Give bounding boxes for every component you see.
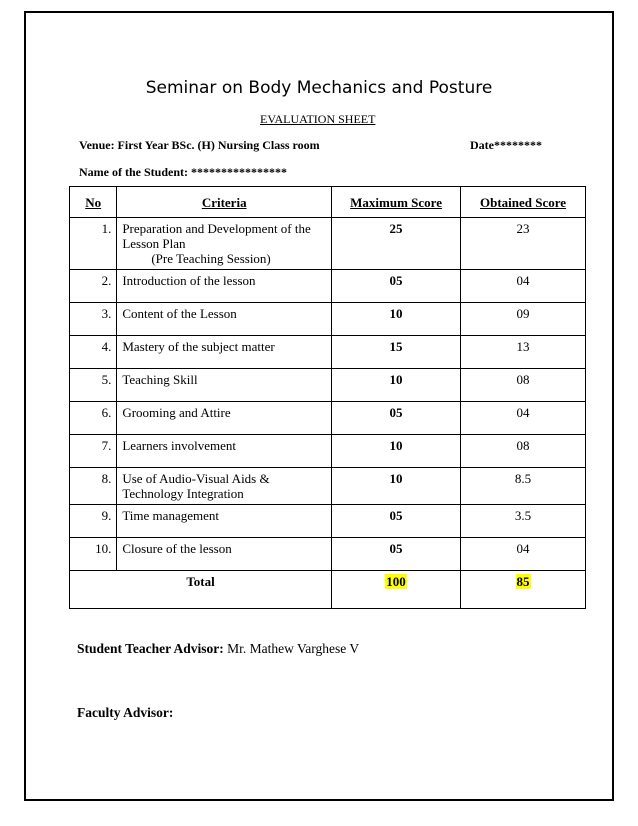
total-obtained-score <box>461 571 586 609</box>
row-criteria: Grooming and Attire <box>117 402 332 435</box>
table-row <box>70 505 586 538</box>
row-criteria: Use of Audio-Visual Aids & Technology Integration <box>117 468 332 505</box>
table-row <box>70 303 586 336</box>
header-no: No <box>70 187 117 218</box>
row-criteria: Mastery of the subject matter <box>117 336 332 369</box>
table-row <box>70 336 586 369</box>
row-max-score: 05 <box>332 402 461 435</box>
row-obtained-score: 13 <box>461 336 586 369</box>
total-row <box>70 571 586 609</box>
document-title: Seminar on Body Mechanics and Posture <box>145 78 493 98</box>
advisor-label: Student Teacher Advisor: <box>77 641 224 656</box>
date-line: Date******** <box>470 138 542 152</box>
total-label: Total <box>70 571 332 609</box>
row-max-score: 05 <box>332 270 461 303</box>
header-obtained-score: Obtained Score <box>461 187 586 218</box>
table-row <box>70 270 586 303</box>
table-row <box>70 435 586 468</box>
row-max-score: 10 <box>332 369 461 402</box>
table-row <box>70 369 586 402</box>
table-row <box>70 538 586 571</box>
row-max-score: 05 <box>332 538 461 571</box>
row-criteria: Introduction of the lesson <box>117 270 332 303</box>
document-subtitle: EVALUATION SHEET <box>260 112 376 126</box>
faculty-advisor-label: Faculty Advisor: <box>77 705 174 720</box>
table-row <box>70 402 586 435</box>
total-obtained-value: 85 <box>516 574 530 589</box>
row-criteria: Content of the Lesson <box>117 303 332 336</box>
row-max-score: 10 <box>332 303 461 336</box>
row-number: 9. <box>70 505 117 538</box>
table-row <box>70 218 586 270</box>
header-maximum-score: Maximum Score <box>332 187 461 218</box>
row-obtained-score: 23 <box>461 218 586 270</box>
row-criteria: Closure of the lesson <box>117 538 332 571</box>
row-max-score: 05 <box>332 505 461 538</box>
advisor-name: Mr. Mathew Varghese V <box>223 641 360 656</box>
row-obtained-score: 08 <box>461 435 586 468</box>
row-number: 3. <box>70 303 117 336</box>
criteria-text: Preparation and Development of the Lesson Plan <box>122 221 311 251</box>
row-number: 2. <box>70 270 117 303</box>
row-max-score: 25 <box>332 218 461 270</box>
row-max-score: 10 <box>332 468 461 505</box>
table-row <box>70 468 586 505</box>
row-number: 7. <box>70 435 117 468</box>
row-obtained-score: 08 <box>461 369 586 402</box>
student-name-line: Name of the Student: **************** <box>79 165 287 179</box>
row-number: 10. <box>70 538 117 571</box>
total-max-value: 100 <box>386 574 406 589</box>
row-max-score: 10 <box>332 435 461 468</box>
row-obtained-score: 8.5 <box>461 468 586 505</box>
row-number: 4. <box>70 336 117 369</box>
row-criteria <box>117 218 332 270</box>
row-number: 1. <box>70 218 117 270</box>
row-criteria: Time management <box>117 505 332 538</box>
row-criteria: Learners involvement <box>117 435 332 468</box>
row-obtained-score: 04 <box>461 270 586 303</box>
venue-line: Venue: First Year BSc. (H) Nursing Class room <box>79 138 320 152</box>
student-teacher-advisor <box>77 641 359 657</box>
total-max-score <box>332 571 461 609</box>
row-obtained-score: 04 <box>461 402 586 435</box>
row-obtained-score: 04 <box>461 538 586 571</box>
header-criteria: Criteria <box>117 187 332 218</box>
row-obtained-score: 09 <box>461 303 586 336</box>
row-criteria: Teaching Skill <box>117 369 332 402</box>
row-number: 6. <box>70 402 117 435</box>
evaluation-table <box>69 186 586 609</box>
row-obtained-score: 3.5 <box>461 505 586 538</box>
row-max-score: 15 <box>332 336 461 369</box>
row-number: 8. <box>70 468 117 505</box>
row-number: 5. <box>70 369 117 402</box>
criteria-note: (Pre Teaching Session) <box>151 251 271 266</box>
table-header-row <box>70 187 586 218</box>
